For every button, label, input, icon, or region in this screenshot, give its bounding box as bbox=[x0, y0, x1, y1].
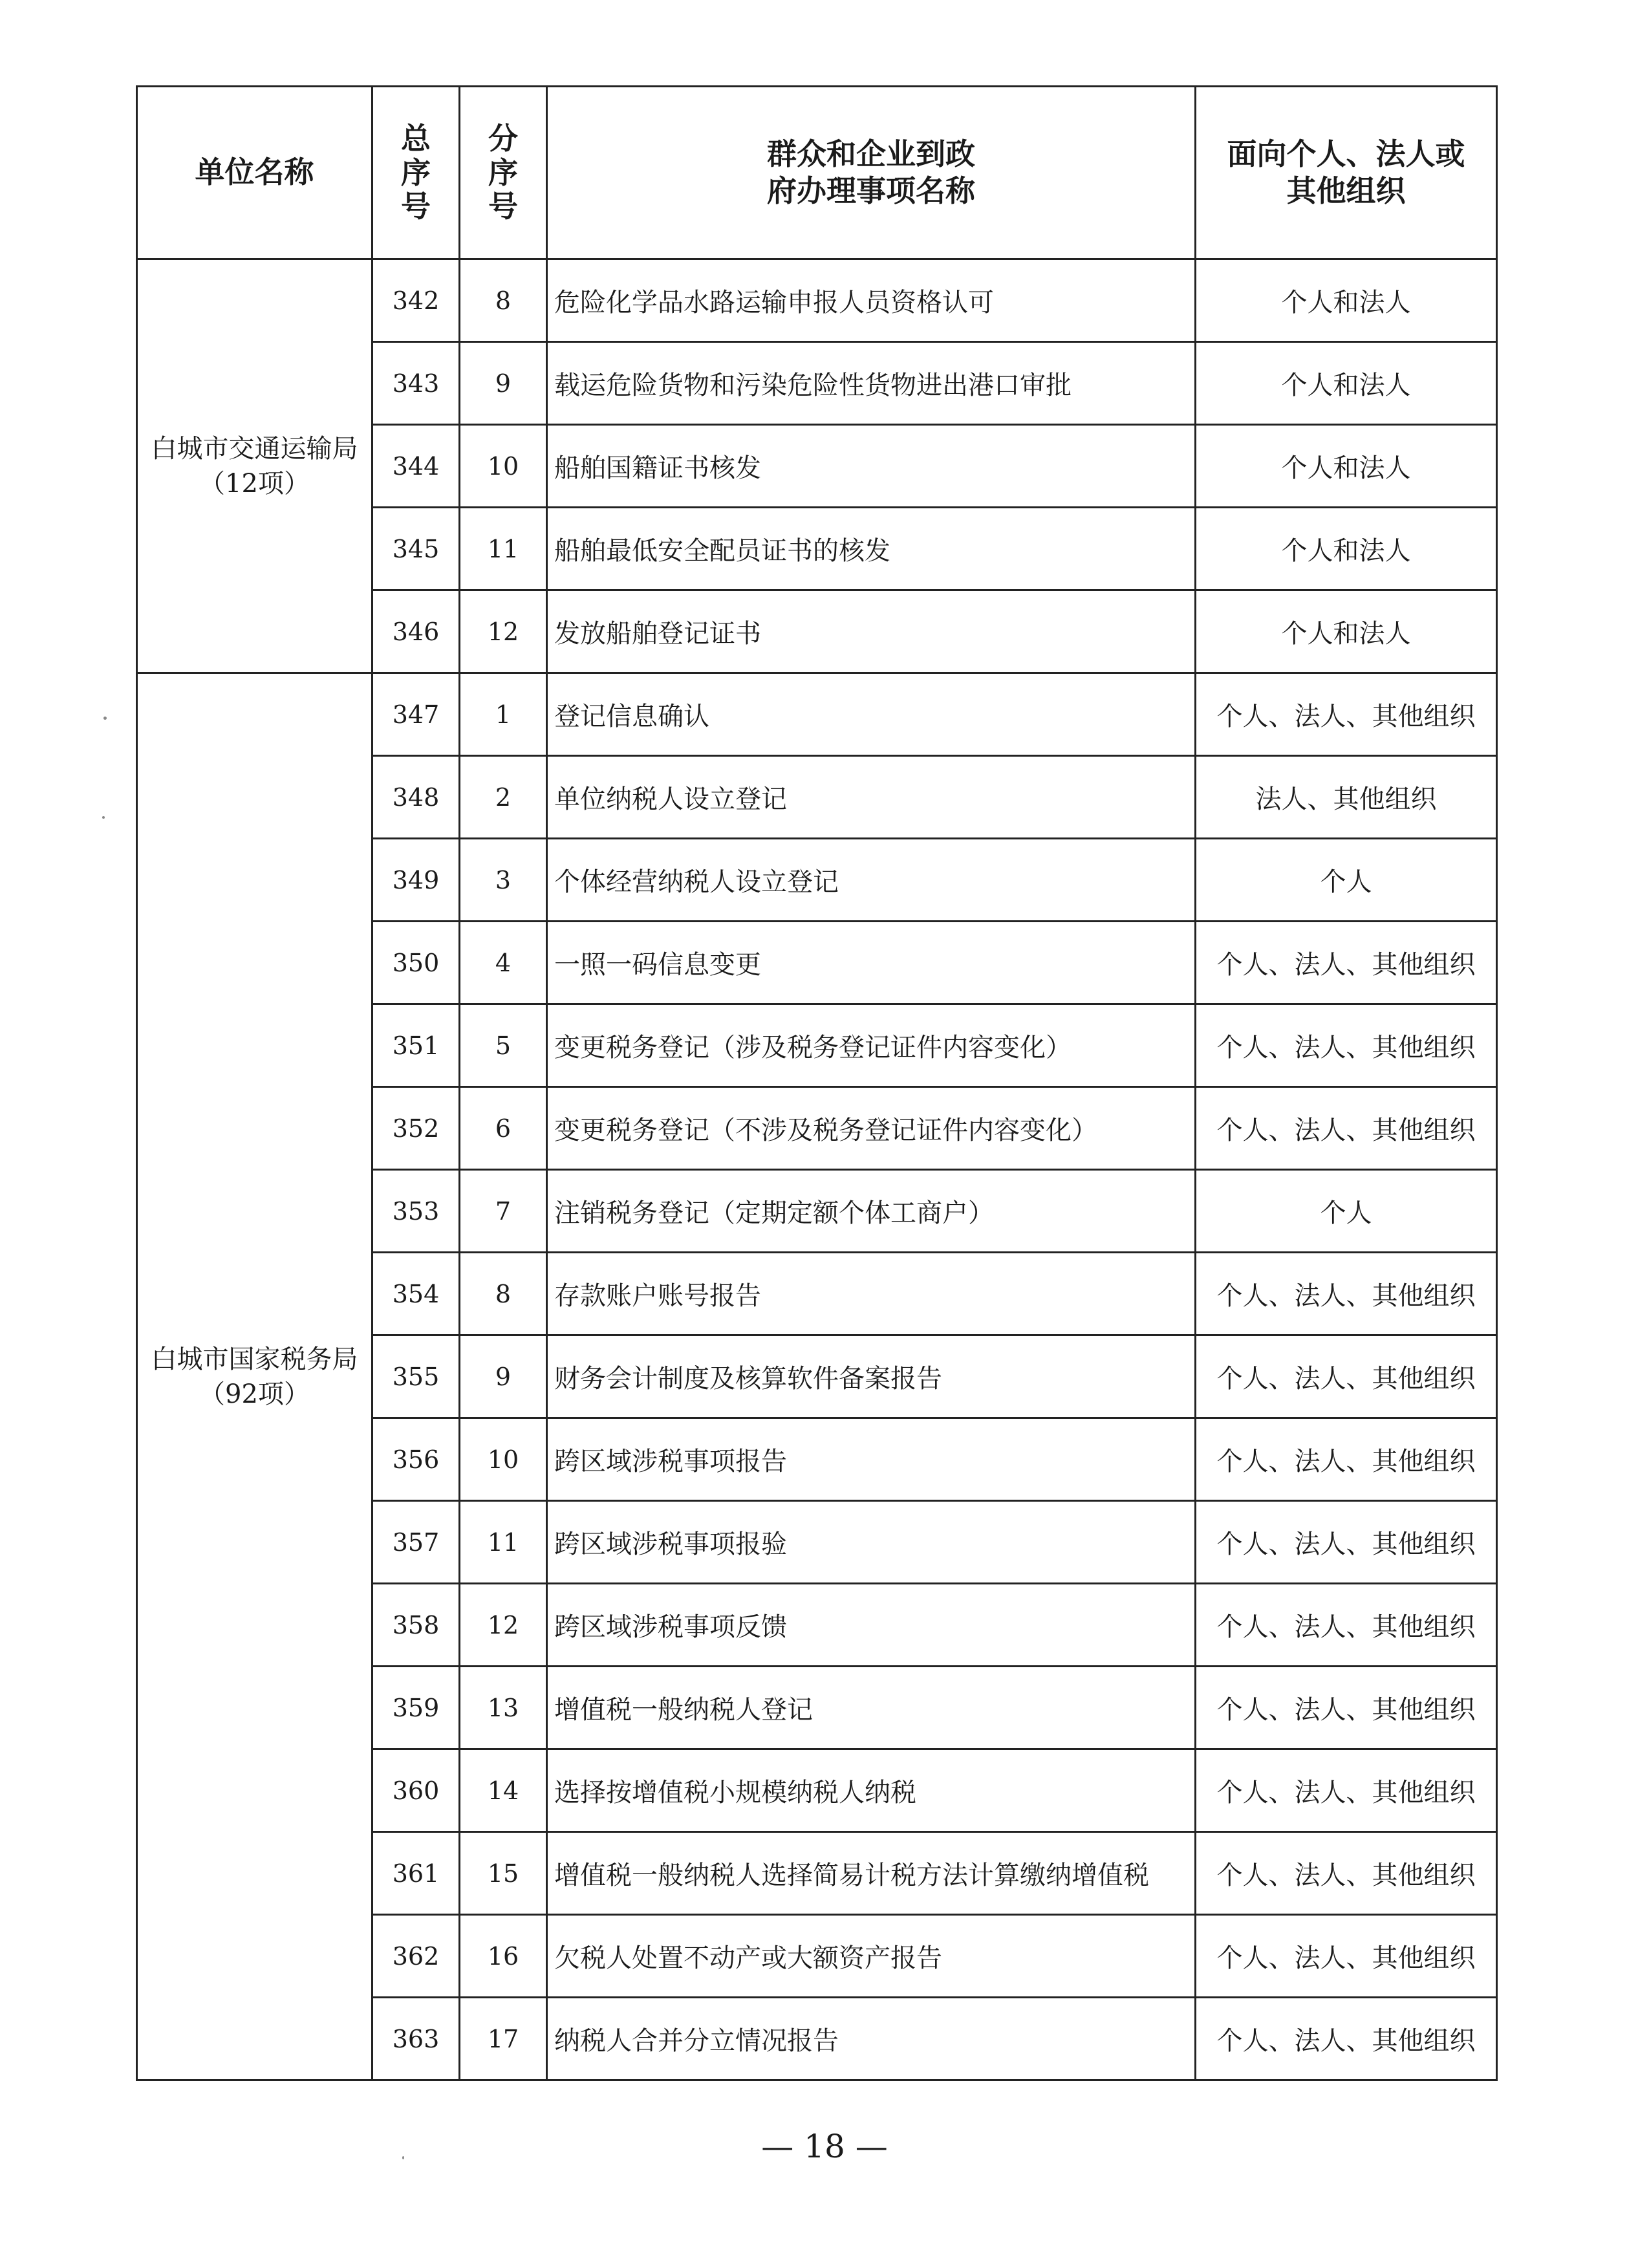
item-name-cell: 发放船舶登记证书 bbox=[547, 590, 1196, 673]
sub-no-cell: 9 bbox=[460, 1335, 547, 1418]
table-row bbox=[137, 259, 1497, 342]
target-cell: 个人、法人、其他组织 bbox=[1196, 922, 1497, 1004]
sub-no-cell: 5 bbox=[460, 1004, 547, 1087]
target-cell: 个人和法人 bbox=[1196, 590, 1497, 673]
target-cell: 个人、法人、其他组织 bbox=[1196, 673, 1497, 756]
target-cell: 法人、其他组织 bbox=[1196, 756, 1497, 839]
target-cell: 个人和法人 bbox=[1196, 259, 1497, 342]
item-name-cell: 变更税务登记（不涉及税务登记证件内容变化） bbox=[547, 1087, 1196, 1170]
sub-no-cell: 16 bbox=[460, 1915, 547, 1998]
sub-no-cell: 8 bbox=[460, 259, 547, 342]
sub-no-cell: 3 bbox=[460, 839, 547, 922]
header-row bbox=[137, 87, 1497, 259]
item-name-cell: 船舶国籍证书核发 bbox=[547, 425, 1196, 508]
total-no-cell: 356 bbox=[372, 1418, 460, 1501]
total-no-cell: 360 bbox=[372, 1749, 460, 1832]
sub-no-cell: 6 bbox=[460, 1087, 547, 1170]
item-name-cell: 危险化学品水路运输申报人员资格认可 bbox=[547, 259, 1196, 342]
scan-speck bbox=[103, 717, 107, 720]
total-no-cell: 345 bbox=[372, 508, 460, 590]
item-name-cell: 船舶最低安全配员证书的核发 bbox=[547, 508, 1196, 590]
target-cell: 个人、法人、其他组织 bbox=[1196, 1584, 1497, 1667]
target-cell: 个人和法人 bbox=[1196, 508, 1497, 590]
sub-no-cell: 7 bbox=[460, 1170, 547, 1253]
header-item-text: 群众和企业到政府办理事项名称 bbox=[767, 136, 975, 208]
total-no-cell: 361 bbox=[372, 1832, 460, 1915]
target-cell: 个人和法人 bbox=[1196, 425, 1497, 508]
matters-table bbox=[136, 85, 1498, 2081]
total-no-cell: 347 bbox=[372, 673, 460, 756]
sub-no-cell: 4 bbox=[460, 922, 547, 1004]
sub-no-cell: 14 bbox=[460, 1749, 547, 1832]
item-name-cell: 跨区域涉税事项反馈 bbox=[547, 1584, 1196, 1667]
total-no-cell: 342 bbox=[372, 259, 460, 342]
sub-no-cell: 13 bbox=[460, 1667, 547, 1749]
header-target bbox=[1196, 87, 1497, 259]
item-name-cell: 个体经营纳税人设立登记 bbox=[547, 839, 1196, 922]
total-no-cell: 349 bbox=[372, 839, 460, 922]
item-name-cell: 变更税务登记（涉及税务登记证件内容变化） bbox=[547, 1004, 1196, 1087]
target-cell: 个人、法人、其他组织 bbox=[1196, 1749, 1497, 1832]
item-name-cell: 登记信息确认 bbox=[547, 673, 1196, 756]
sub-no-cell: 9 bbox=[460, 342, 547, 425]
table-row bbox=[137, 673, 1497, 756]
page-number: — 18 — bbox=[761, 2128, 888, 2165]
item-name-cell: 存款账户账号报告 bbox=[547, 1253, 1196, 1335]
sub-no-cell: 10 bbox=[460, 1418, 547, 1501]
target-cell: 个人、法人、其他组织 bbox=[1196, 1335, 1497, 1418]
sub-no-cell: 12 bbox=[460, 1584, 547, 1667]
sub-no-cell: 8 bbox=[460, 1253, 547, 1335]
unit-count: （92项） bbox=[199, 1379, 310, 1409]
unit-count: （12项） bbox=[199, 468, 310, 499]
header-total-no bbox=[372, 87, 460, 259]
sub-no-cell: 12 bbox=[460, 590, 547, 673]
unit-name: 白城市国家税务局 bbox=[151, 1344, 358, 1374]
unit-name: 白城市交通运输局 bbox=[151, 433, 358, 464]
item-name-cell: 载运危险货物和污染危险性货物进出港口审批 bbox=[547, 342, 1196, 425]
target-cell: 个人 bbox=[1196, 1170, 1497, 1253]
item-name-cell: 一照一码信息变更 bbox=[547, 922, 1196, 1004]
target-cell: 个人、法人、其他组织 bbox=[1196, 1004, 1497, 1087]
header-sub-no bbox=[460, 87, 547, 259]
total-no-cell: 352 bbox=[372, 1087, 460, 1170]
total-no-cell: 346 bbox=[372, 590, 460, 673]
total-no-cell: 353 bbox=[372, 1170, 460, 1253]
target-cell: 个人、法人、其他组织 bbox=[1196, 1253, 1497, 1335]
target-cell: 个人 bbox=[1196, 839, 1497, 922]
header-sub-no-text: 分序号 bbox=[488, 120, 518, 224]
item-name-cell: 纳税人合并分立情况报告 bbox=[547, 1998, 1196, 2080]
sub-no-cell: 17 bbox=[460, 1998, 547, 2080]
unit-name-cell bbox=[137, 673, 372, 2080]
target-cell: 个人、法人、其他组织 bbox=[1196, 1418, 1497, 1501]
total-no-cell: 355 bbox=[372, 1335, 460, 1418]
unit-name-cell bbox=[137, 259, 372, 673]
sub-no-cell: 2 bbox=[460, 756, 547, 839]
target-cell: 个人和法人 bbox=[1196, 342, 1497, 425]
scan-speck bbox=[102, 816, 105, 819]
total-no-cell: 358 bbox=[372, 1584, 460, 1667]
target-cell: 个人、法人、其他组织 bbox=[1196, 1501, 1497, 1584]
sub-no-cell: 11 bbox=[460, 1501, 547, 1584]
target-cell: 个人、法人、其他组织 bbox=[1196, 1915, 1497, 1998]
item-name-cell: 选择按增值税小规模纳税人纳税 bbox=[547, 1749, 1196, 1832]
header-target-text: 面向个人、法人或其他组织 bbox=[1227, 136, 1465, 208]
target-cell: 个人、法人、其他组织 bbox=[1196, 1998, 1497, 2080]
sub-no-cell: 10 bbox=[460, 425, 547, 508]
target-cell: 个人、法人、其他组织 bbox=[1196, 1832, 1497, 1915]
total-no-cell: 363 bbox=[372, 1998, 460, 2080]
item-name-cell: 注销税务登记（定期定额个体工商户） bbox=[547, 1170, 1196, 1253]
header-item bbox=[547, 87, 1196, 259]
item-name-cell: 跨区域涉税事项报验 bbox=[547, 1501, 1196, 1584]
total-no-cell: 354 bbox=[372, 1253, 460, 1335]
item-name-cell: 财务会计制度及核算软件备案报告 bbox=[547, 1335, 1196, 1418]
total-no-cell: 351 bbox=[372, 1004, 460, 1087]
item-name-cell: 单位纳税人设立登记 bbox=[547, 756, 1196, 839]
table-body bbox=[137, 259, 1497, 2080]
item-name-cell: 跨区域涉税事项报告 bbox=[547, 1418, 1196, 1501]
target-cell: 个人、法人、其他组织 bbox=[1196, 1087, 1497, 1170]
total-no-cell: 343 bbox=[372, 342, 460, 425]
total-no-cell: 348 bbox=[372, 756, 460, 839]
sub-no-cell: 11 bbox=[460, 508, 547, 590]
total-no-cell: 357 bbox=[372, 1501, 460, 1584]
total-no-cell: 344 bbox=[372, 425, 460, 508]
item-name-cell: 增值税一般纳税人登记 bbox=[547, 1667, 1196, 1749]
target-cell: 个人、法人、其他组织 bbox=[1196, 1667, 1497, 1749]
total-no-cell: 362 bbox=[372, 1915, 460, 1998]
item-name-cell: 欠税人处置不动产或大额资产报告 bbox=[547, 1915, 1196, 1998]
header-total-no-text: 总序号 bbox=[401, 120, 431, 224]
total-no-cell: 350 bbox=[372, 922, 460, 1004]
scan-speck bbox=[402, 2156, 404, 2159]
item-name-cell: 增值税一般纳税人选择简易计税方法计算缴纳增值税 bbox=[547, 1832, 1196, 1915]
total-no-cell: 359 bbox=[372, 1667, 460, 1749]
header-unit: 单位名称 bbox=[137, 87, 372, 259]
sub-no-cell: 1 bbox=[460, 673, 547, 756]
sub-no-cell: 15 bbox=[460, 1832, 547, 1915]
